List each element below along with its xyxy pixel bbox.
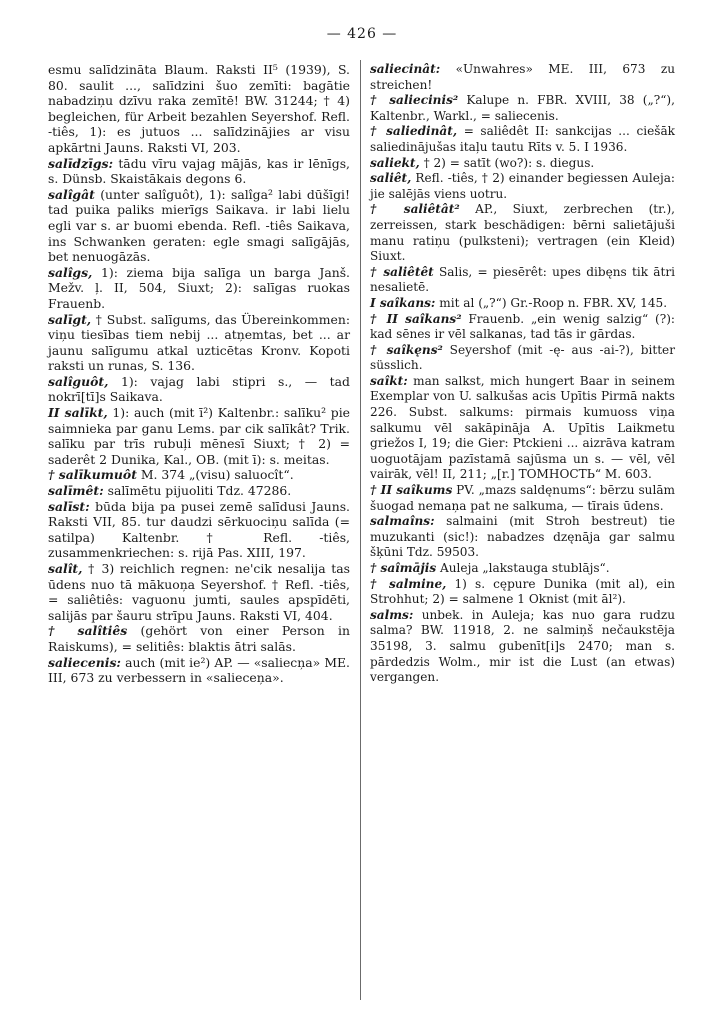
dictionary-entry [370,312,675,343]
dictionary-entry [48,374,350,405]
entry-text: tādu vīru vajag mājās, kas ir lēnīgs, s. Dünsb. Skaistākais degons 6. [48,155,350,187]
entry-headword: † saliêtêt [370,264,434,279]
dictionary-entry [370,156,675,172]
entry-text: Kalupe n. FBR. XVIII, 38 („?“), Kaltenbr., Warkl., = saliecenis. [370,93,675,123]
entry-text: 1): ziema bija salīga un barga Janš. Mežv. ļ. II, 504, Siuxt; 2): salīgas ruokas Frauenb. [48,264,350,311]
dictionary-entry [370,343,675,374]
dictionary-entry [370,561,675,577]
entry-text: Refl. -tiês, † 2) einander begiessen Auleja: jie salējās viens uotru. [370,171,675,201]
entry-headword: † saîkęns² [370,342,443,357]
dictionary-entry [48,561,350,623]
entry-headword: salîgs, [48,264,93,280]
dictionary-entry [48,467,350,483]
entry-text: 1): vajag labi stipri s., — tad nokrī[tī]s Saikava. [48,373,350,405]
dictionary-entry [370,62,675,93]
entry-headword: † saliedinât, [370,124,458,139]
entry-text: Auleja „lakstauga stublājs“. [436,561,610,575]
entry-text: = saliêdêt II: sankcijas ... ciešāk saliedinājušas itaļu tautu Rīts v. 5. I 1936. [370,124,675,154]
entry-text: Seyershof (mit -ę- aus -ai-?), bitter süsslich. [370,342,675,373]
entry-text: M. 374 „(visu) saluocît“. [136,467,294,483]
entry-headword: salms: [370,607,414,622]
entry-headword: † II saîkans² [370,311,462,326]
entry-headword: saliekt, [370,155,420,170]
entry-headword: salît, [48,561,83,576]
entry-text: PV. „mazs saldęnums“: bērzu sulām šuogad nemaņa pat ne salkuma, — tīrais ūdens. [370,483,675,513]
dictionary-entry [370,296,675,312]
dictionary-entry [48,655,350,686]
entry-text: Salis, = piesērêt: upes dibęns tik ātri nesalietē. [370,264,676,295]
entry-text: unbek. in Auleja; kas nuo gara rudzu salma? BW. 11918, 2. ne salmiņš nečaukstēja 35198, 3. salmu gubenīt[i]s 2470; man s. pārdedzis Wolm., mir ist die Lust (an etwas) vergangen. [370,607,675,685]
entry-headword: † salīkumuôt [48,467,137,483]
entry-headword: † salmine, [370,576,447,591]
entry-text: 1) s. cępure Dunika (mit al), ein Strohhut; 2) = salmene 1 Oknist (mit āl²). [370,576,675,607]
entry-headword: II salīkt, [48,405,108,421]
entry-text: 1): auch (mit ī²) Kaltenbr.: salīku² pie saimnieka par ganu Lems. par cik salīkât? Trik. salīku par trīs rubuļi mēnesī Siuxt; † 2) = saderêt 2 Dunika, Kal., OB. (mit ī): s. meitas. [48,405,350,467]
entry-text: † 2) = satīt (wo?): s. diegus. [419,155,595,170]
entry-text: salmaini (mit Stroh bestreut) tie muzukanti (sic!): nabadzes dzęnāja gar salmu šķūni Tdz. 59503. [370,514,675,560]
entry-text: būda bija pa pusei zemē salīdusi Jauns. Raksti VII, 85. tur daudzi sērkuociņu salīda (= satilpa) Kaltenbr. † Refl. -tiês, zusammenkriechen: s. rijā Pas. XIII, 197. [48,498,350,561]
column-divider [360,60,361,1000]
entry-text: † 3) reichlich regnen: ne'cik nesalija tas ūdens nuo tā mākuoņa Seyershof. † Refl. -tiês, = saliêtiês: vaguonu jumti, saules apspīdēti, salijās par šauru strīpu Jauns. Raksti VI, 404. [48,561,350,623]
dictionary-entry [370,577,675,608]
dictionary-entry [48,405,350,467]
entry-headword: † saîmājis [370,561,437,575]
dictionary-entry [370,608,675,686]
entry-text: (gehört von einer Person in Raiskums), = selitiês: blaktis ātri salās. [48,623,350,654]
entry-text: man salkst, mich hungert Baar in seinem Exemplar von U. salkušas acis Upītis Pirmā nakts 226. Subst. salkums: pirmais kumuoss viņa salkumu vēl sakāpināja A. Upītis Laikmetu griežos I, 19; die Gier: Ptckieni ... aizrāva katram uoguotājam pazīstamā sajūsma un s. — vēl, vēl vairāk, vēl! II, 211; „[r.] ТОМНОСТЬ“ M. 603. [370,373,675,482]
entry-headword: salīgt, [48,311,92,327]
entry-headword: † II saîkums [370,483,453,498]
dictionary-entry [370,93,675,124]
entry-headword: † salîtiês [48,623,128,639]
entry-headword: † saliecinis² [370,93,459,108]
entry-headword: salīmêt: [48,483,104,499]
left-column [48,62,350,686]
entry-headword: saliecinât: [370,62,441,76]
entry-headword: I saîkans: [370,295,436,310]
entry-text: auch (mit ie²) AP. — «saliecņa» ME. III, 673 zu verbessern in «salieceņa». [48,654,350,686]
dictionary-entry [48,187,350,265]
dictionary-entry [370,483,675,514]
entry-headword: saliecenis: [48,654,121,670]
entry-text: salīmētu pijuoliti Tdz. 47286. [103,483,292,499]
dictionary-entry [48,312,350,374]
entry-text: mit al („?“) Gr.-Roop n. FBR. XV, 145. [435,295,668,310]
dictionary-entry [370,514,675,561]
entry-headword: salîguôt, [48,373,109,389]
entry-headword: saliêt, [370,171,412,186]
entry-text: (unter salîguôt), 1): salîga² labi dūšīgi! tad puika paliks mierīgs Saikava. ir labi lielu egli var s. ar buomi ebenda. Refl. -tiês Saikava, ins Schwanken geraten: egle smagi salīgājās, bet nenuogāzās. [48,186,350,265]
entry-text: esmu salīdzināta Blaum. Raksti II⁵ (1939), S. 80. saulit ..., salīdzini šuo zemīti: bagātie nabadziņu dzīvu raka zemītē! BW. 31244; † 4) begleichen, für Arbeit bezahlen Seyershof. Refl. -tiês, 1): es jutuos ... salīdzinājies ar visu apkārtni Jauns. Raksti VI, 203. [48,62,350,155]
dictionary-entry [370,124,675,155]
dictionary-entry [48,499,350,561]
dictionary-entry [370,202,675,264]
dictionary-entry [48,62,350,156]
entry-text: Frauenb. „ein wenig salzig“ (?): kad sēnes ir vēl salkanas, tad tās ir gārdas. [370,311,675,342]
dictionary-entry [370,171,675,202]
entry-headword: salīst: [48,498,90,514]
dictionary-entry [370,374,675,483]
right-column [370,62,675,686]
entry-headword: salîgât [48,186,95,202]
dictionary-entry [48,623,350,654]
dictionary-entry [370,265,675,296]
entry-text: † Subst. salīgums, das Übereinkommen: viņu tiesības tiem nebij ... atņemtas, bet ... ar jaunu salīgumu atkal uzticētas Kronv. Kopoti raksti un runas, S. 136. [48,311,350,374]
entry-headword: salīdzīgs: [48,155,114,171]
dictionary-entry [48,156,350,187]
page-number: — 426 — [326,26,398,42]
entry-headword: saîkt: [370,373,408,388]
dictionary-entry [48,265,350,312]
entry-text: AP., Siuxt, zerbrechen (tr.), zerreissen, stark beschädigen: bērni salietājuši manu ratiņu (pulksteni); vertragen (ein Kleid) Siuxt. [370,202,675,264]
entry-headword: salmaîns: [370,514,435,529]
dictionary-entry [48,483,350,499]
entry-headword: † saliêtât² [370,202,460,217]
entry-text: «Unwahres» ME. III, 673 zu streichen! [370,62,675,92]
